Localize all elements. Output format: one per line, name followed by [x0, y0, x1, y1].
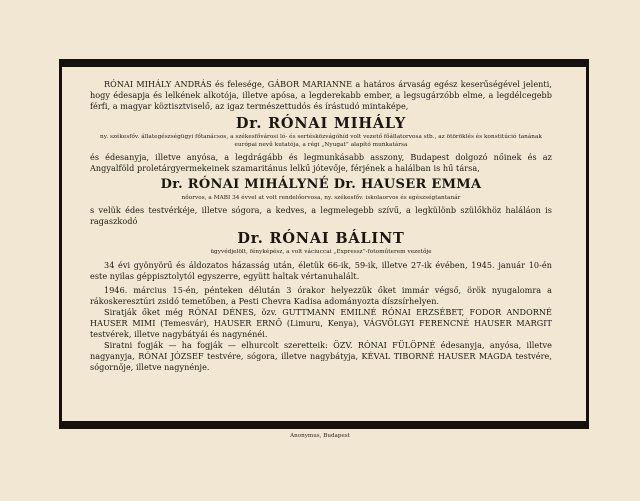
deceased-name-father: Dr. RÓNAI MIHÁLY — [235, 115, 407, 132]
mother-paragraph: és édesanyja, illetve anyósa, a legdrágább és legmunkásabb asszony, Budapest dolgozó nőinek és az Angyalföld proletárgyermekeinek szamaritánus lelkű jótevője, férjének a halálban is hű társa, — [90, 152, 552, 173]
deceased-name-brother: Dr. RÓNAI BÁLINT — [237, 230, 405, 247]
mourners-paragraph: Siratják őket még RÓNAI DÉNES, özv. GUTTMANN EMILNÉ RÓNAI ERZSÉBET, FODOR ANDORNÉ HAUSER MIMI (Temesvár), HAUSER ERNŐ (Limuru, Kenya), VÁGVÖLGYI FERENCNÉ HAUSER MARGIT testvérek, illetve nagybátyái és nagynénéi. — [90, 307, 552, 339]
deceased-title-brother: ügyvédjelölt, fényképész, a volt váciuccai „Expressz”-fotoműterem vezetője — [210, 249, 432, 255]
deceased-title-father: ny. székesfőv. állategészségügyi főtanácsos, a székesfővárosi ló- és sertésközvágóhíd volt vezető főállatorvosa stb., az ötöröklés és konstitúció tanának európai nevű kutatója, a régi „Nyugat” alapító munkatársa — [100, 134, 542, 148]
death-paragraph: 34 évi gyönyörű és áldozatos házasság után, életük 66-ik, 59-ik, illetve 27-ik évében, 1945. január 10-én este nyilas géppisztolytól egyszerre, együtt haltak vértanuhalált. — [90, 260, 552, 281]
funeral-paragraph: 1946. március 15-én, pénteken délután 3 órakor helyezzük őket immár végső, örök nyugalomra a rákoskeresztúri zsidó temetőben, a Pesti Chevra Kadisa adományozta díszsírhelyen. — [90, 285, 552, 306]
deceased-title-mother: nőorvos, a MABI 34 évvel at volt rendelőorvosa, ny. székesfőv. iskolaorvos és egészségtantanár — [181, 195, 461, 201]
brother-paragraph: s velük édes testvérkéje, illetve sógora, a kedves, a legmelegebb szívű, a legkülönb szülőkhöz haláláon is ragaszkodó — [90, 205, 552, 226]
printer-credit: Anonymus, Budapest — [290, 433, 350, 439]
deceased-name-mother: Dr. RÓNAI MIHÁLYNÉ Dr. HAUSER EMMA — [160, 177, 482, 192]
deported-mourners-paragraph: Siratni fogják — ha fogják — elhurcolt szeretteik: ÖZV. RÓNAI FÜLÖPNÉ édesanyja, anyósa, illetve nagyanyja, RÓNAI JÓZSEF testvére, sógora, illetve nagybátyja, KÉVAL TIBORNÉ HAUSER MAGDA testvére, sógornője, illetve nagynénje. — [90, 340, 552, 372]
announcement-paragraph: RÓNAI MIHÁLY ANDRÁS és felesége, GÁBOR MARIANNE a határos árvaság egész keserűségével jelenti, hogy édesapja és lelkének alkotója, illetve apósa, a legderekabb ember, a legsugárzóbb elme, a legdélcegebb férfi, a magyar köztisztviselő, az igaz természettudós és írástudó mintaképe, — [90, 79, 552, 111]
obituary-text — [90, 79, 552, 373]
